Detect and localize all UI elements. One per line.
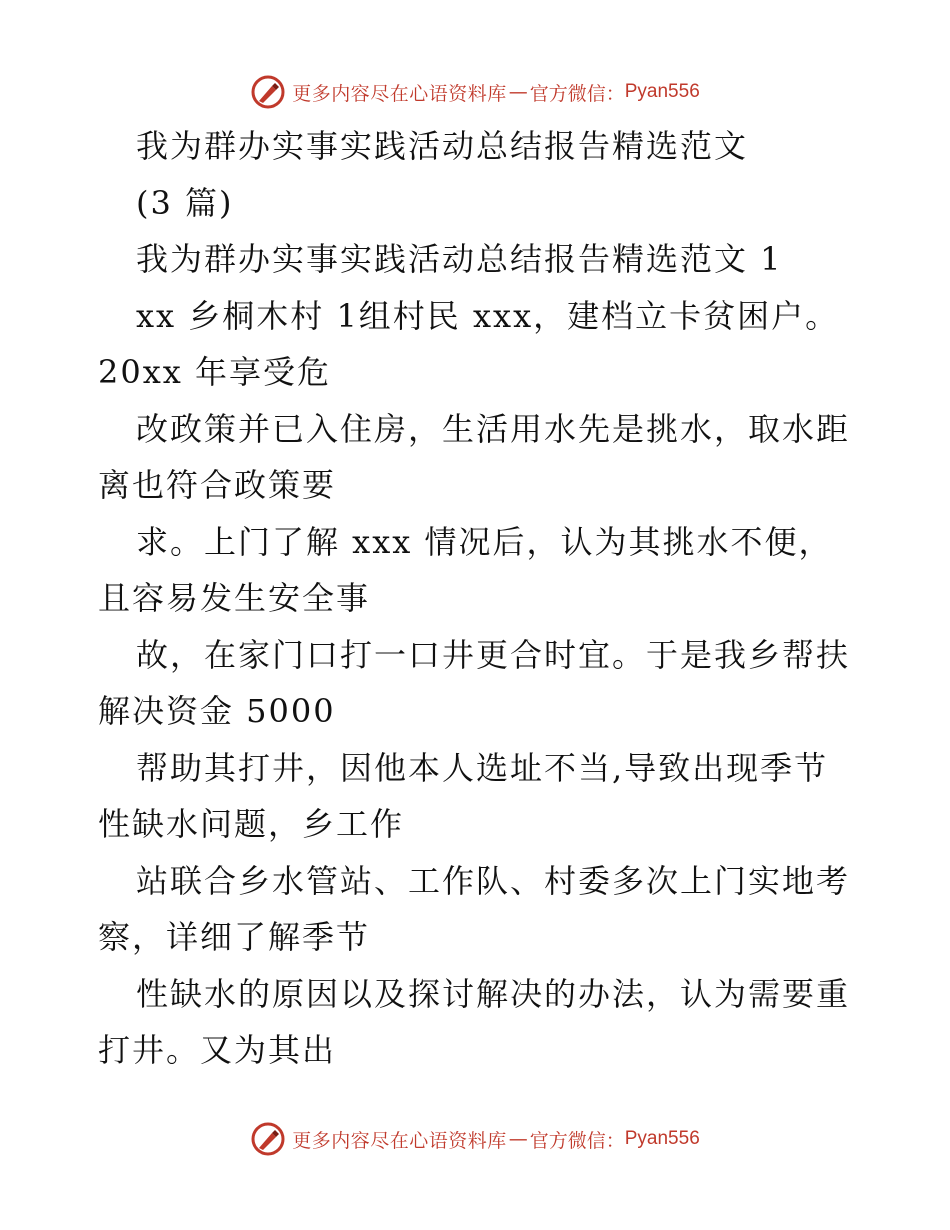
banner-brand: 更多内容尽在心语资料库 (292, 1129, 507, 1152)
doc-text-line: 解决资金 5000 (98, 692, 336, 730)
doc-text-line: 帮助其打井，因他本人选址不当,导致出现季节 (136, 748, 829, 787)
doc-text-line: 改政策并已入住房，生活用水先是挑水，取水距 (136, 409, 851, 448)
doc-text-line: 性缺水的原因以及探讨解决的办法，认为需要重 (136, 974, 851, 1013)
header-banner (0, 72, 950, 112)
banner-handle: Pyan556 (624, 81, 700, 102)
doc-text-line: 察，详细了解季节 (98, 918, 371, 956)
document-body (98, 118, 858, 1079)
doc-text-line: xx 乡桐木村 1组村民 xxx，建档立卡贫困户。 (136, 296, 840, 335)
doc-text-line: 打井。又为其出 (98, 1031, 337, 1069)
doc-text-line: 20xx 年享受危 (98, 353, 331, 391)
doc-section-heading: 我为群办实事实践活动总结报告精选范文 1 (136, 240, 783, 278)
banner-wechat-label: 官方微信： (529, 1129, 625, 1152)
banner-dash: — (508, 81, 528, 103)
doc-title-line-1: 我为群办实事实践活动总结报告精选范文 (136, 127, 749, 165)
pen-logo-icon (250, 74, 286, 110)
doc-text-line: 且容易发生安全事 (98, 579, 371, 617)
doc-text-line: 故，在家门口打一口井更合时宜。于是我乡帮扶 (136, 635, 851, 674)
doc-text-line: 求。上门了解 xxx 情况后，认为其挑水不便， (136, 522, 833, 561)
doc-title-line-2: (3 篇) (136, 183, 234, 222)
banner-wechat-label: 官方微信： (529, 82, 625, 105)
doc-text-line: 离也符合政策要 (98, 466, 337, 504)
banner-handle: Pyan556 (624, 1128, 700, 1149)
banner-brand: 更多内容尽在心语资料库 (292, 82, 507, 105)
doc-text-line: 性缺水问题，乡工作 (98, 805, 405, 843)
banner-dash: — (508, 1128, 528, 1150)
pen-logo-icon (250, 1121, 286, 1157)
doc-text-line: 站联合乡水管站、工作队、村委多次上门实地考 (136, 861, 851, 900)
footer-banner (0, 1119, 950, 1159)
